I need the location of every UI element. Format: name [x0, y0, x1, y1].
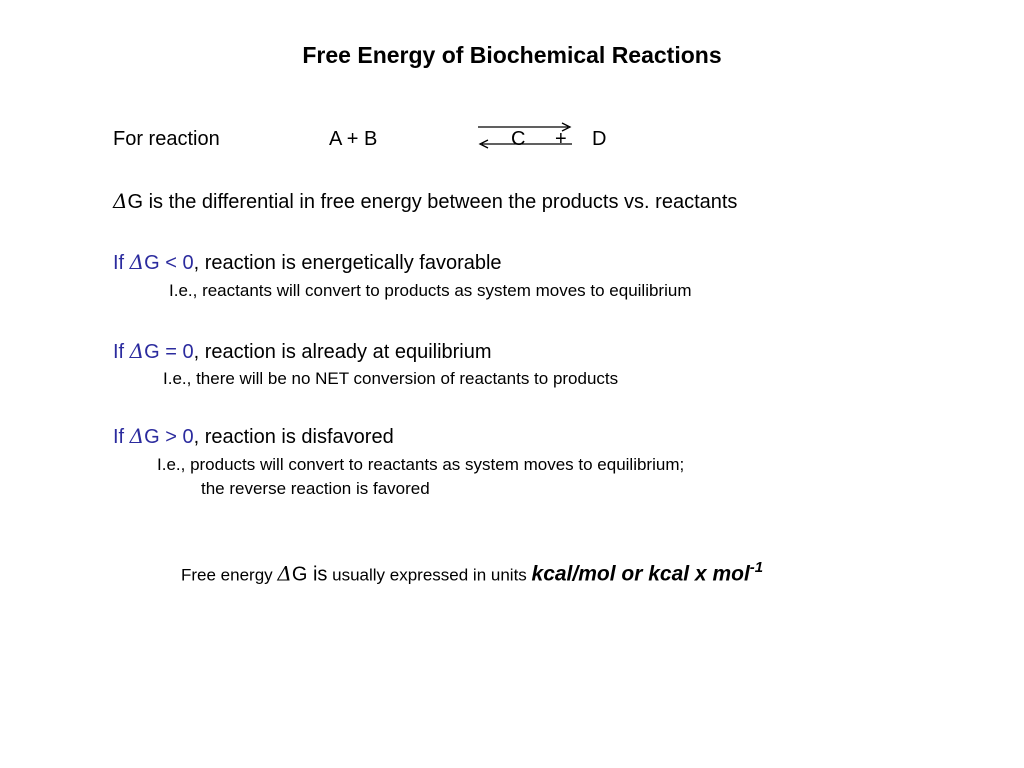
units-is: is	[307, 563, 328, 586]
case-zero-note: I.e., there will be no NET conversion of reactants to products	[163, 369, 619, 388]
delta-symbol: Δ	[129, 424, 145, 448]
case-condition: G = 0	[144, 341, 194, 363]
delta-symbol: Δ	[129, 339, 145, 363]
units-statement	[181, 561, 763, 586]
case-result: , reaction is disfavored	[193, 426, 394, 448]
reaction-label: For reaction	[113, 128, 220, 150]
delta-symbol: Δ	[277, 561, 292, 586]
case-if: If	[113, 426, 130, 448]
reaction-reactants: A + B	[329, 128, 378, 150]
slide-title: Free Energy of Biochemical Reactions	[302, 42, 722, 68]
definition-text: G is the differential in free energy between the products vs. reactants	[127, 191, 738, 213]
case-negative-note: I.e., reactants will convert to products as system moves to equilibrium	[169, 281, 692, 300]
delta-g-definition	[113, 189, 737, 214]
case-if: If	[113, 252, 130, 274]
case-positive-note-2: the reverse reaction is favored	[201, 479, 430, 498]
case-condition: G < 0	[144, 252, 194, 274]
reaction-plus: +	[555, 128, 567, 150]
case-result: , reaction is already at equilibrium	[193, 341, 492, 363]
delta-symbol: Δ	[113, 189, 128, 213]
case-positive-note: I.e., products will convert to reactants as system moves to equilibrium;	[157, 455, 685, 474]
reaction-product-d: D	[592, 128, 607, 150]
units-exponent: -1	[749, 559, 764, 576]
case-if: If	[113, 341, 130, 363]
units-value: kcal/mol or kcal x mol	[531, 562, 750, 586]
case-positive	[113, 424, 394, 449]
units-rest: usually expressed in units	[327, 565, 532, 585]
case-condition: G > 0	[144, 426, 194, 448]
units-g: G	[291, 563, 308, 586]
case-negative	[113, 250, 502, 275]
case-zero	[113, 339, 492, 364]
delta-symbol: Δ	[129, 250, 145, 274]
units-prefix: Free energy	[181, 565, 278, 585]
reaction-product-c: C	[511, 128, 526, 150]
case-result: , reaction is energetically favorable	[193, 252, 502, 274]
